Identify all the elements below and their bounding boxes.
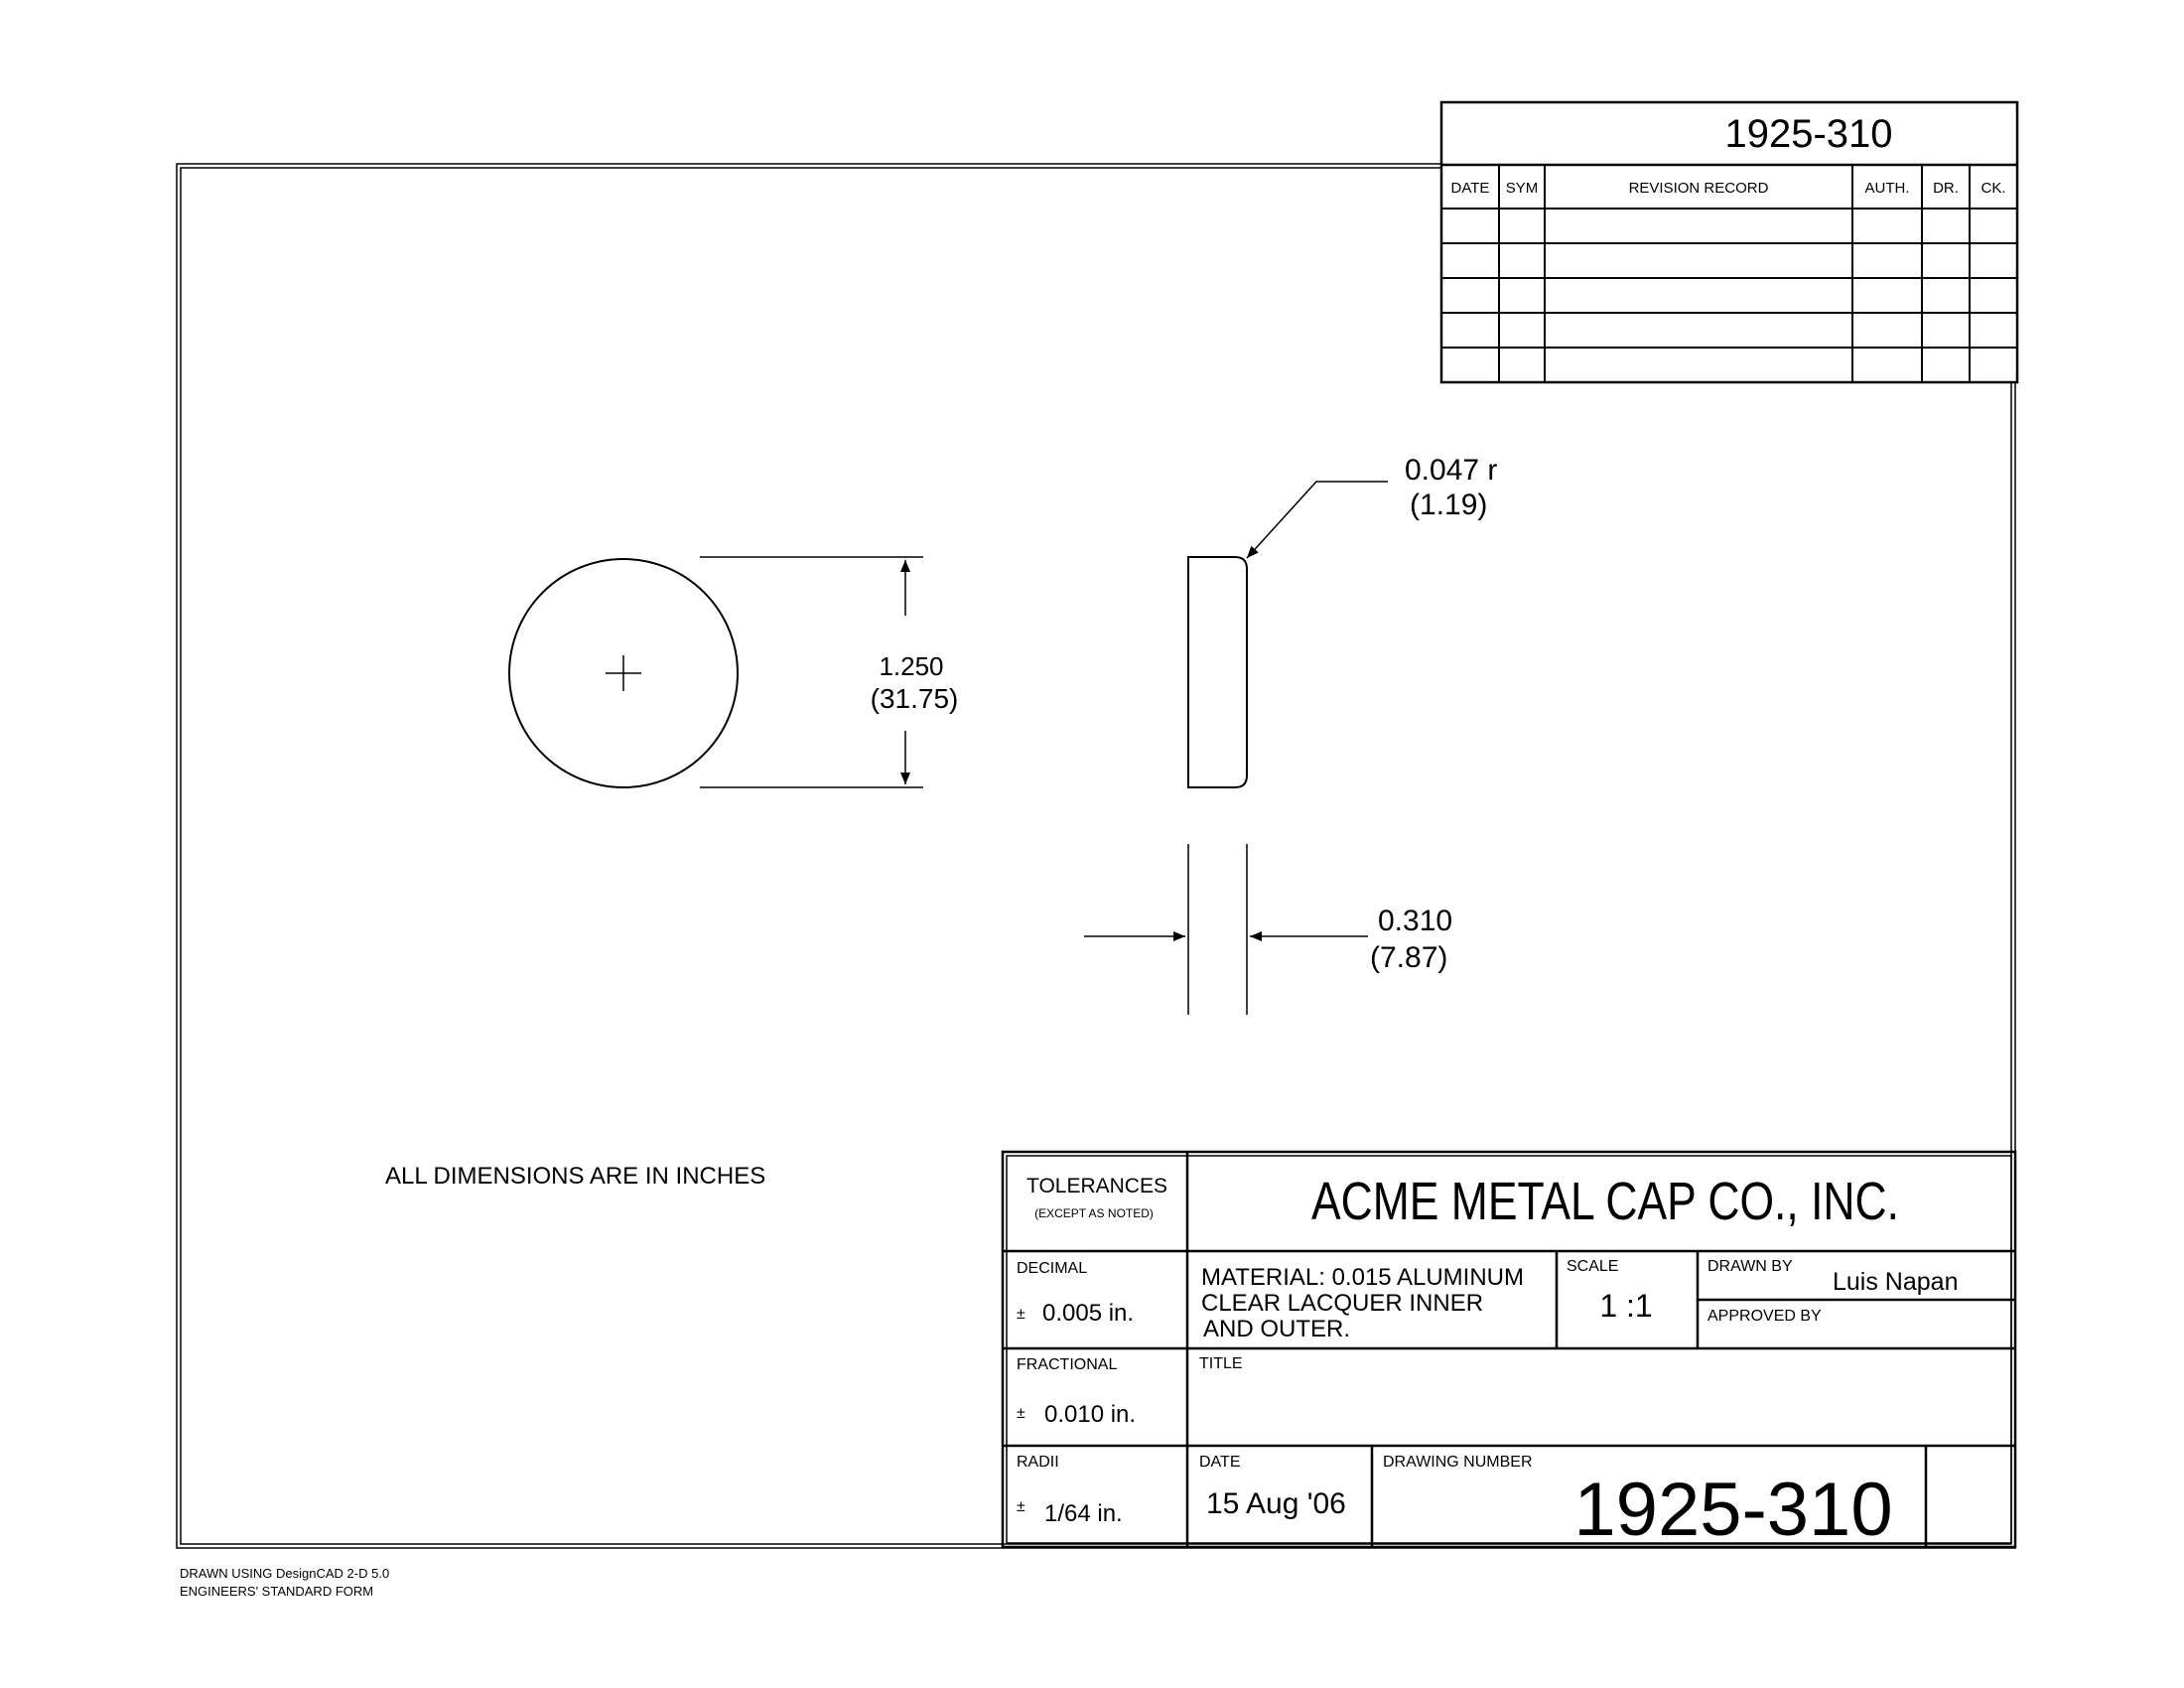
material-line-1: MATERIAL: 0.015 ALUMINUM bbox=[1201, 1264, 1524, 1291]
rev-header-sym: SYM bbox=[1505, 180, 1539, 197]
thickness-inches: 0.310 bbox=[1378, 905, 1453, 937]
top-drawing-number: 1925-310 bbox=[1724, 112, 1893, 156]
scale-label: SCALE bbox=[1567, 1258, 1619, 1275]
radius-inches: 0.047 r bbox=[1405, 454, 1498, 487]
title-label: TITLE bbox=[1199, 1355, 1243, 1372]
footer-line-2: ENGINEERS' STANDARD FORM bbox=[180, 1584, 374, 1599]
radii-label: RADII bbox=[1017, 1454, 1059, 1471]
rev-header-ck: CK. bbox=[1980, 180, 2006, 197]
drawn-by-label: DRAWN BY bbox=[1707, 1258, 1793, 1275]
drawn-by-value: Luis Napan bbox=[1833, 1268, 1959, 1296]
fractional-value: 0.010 in. bbox=[1044, 1401, 1137, 1428]
material-line-3: AND OUTER. bbox=[1203, 1316, 1351, 1342]
scale-value: 1 :1 bbox=[1599, 1288, 1653, 1324]
title-block bbox=[1003, 1152, 2015, 1552]
rev-header-revision-record: REVISION RECORD bbox=[1628, 180, 1769, 197]
radius-mm: (1.19) bbox=[1410, 489, 1488, 521]
radii-pm-symbol: ± bbox=[1017, 1498, 1025, 1515]
date-label: DATE bbox=[1199, 1454, 1241, 1471]
diameter-inches: 1.250 bbox=[879, 651, 944, 681]
footer-line-1: DRAWN USING DesignCAD 2-D 5.0 bbox=[180, 1566, 390, 1581]
date-value: 15 Aug '06 bbox=[1206, 1487, 1346, 1520]
rev-header-dr: DR. bbox=[1933, 180, 1959, 197]
side-view bbox=[1084, 454, 1497, 1015]
company-name: ACME METAL CAP CO., INC. bbox=[1311, 1172, 1899, 1231]
radii-value: 1/64 in. bbox=[1044, 1500, 1123, 1527]
decimal-pm-symbol: ± bbox=[1017, 1306, 1025, 1323]
revision-record-block bbox=[1441, 102, 2017, 382]
drawing-number-label: DRAWING NUMBER bbox=[1383, 1454, 1533, 1471]
decimal-label: DECIMAL bbox=[1017, 1260, 1088, 1277]
fractional-pm-symbol: ± bbox=[1017, 1405, 1025, 1422]
rev-header-date: DATE bbox=[1450, 180, 1490, 197]
radius-leader bbox=[1247, 482, 1388, 558]
units-note: ALL DIMENSIONS ARE IN INCHES bbox=[385, 1163, 766, 1190]
tolerances-sublabel: (EXCEPT AS NOTED) bbox=[1034, 1206, 1154, 1220]
thickness-mm: (7.87) bbox=[1370, 941, 1448, 974]
material-line-2: CLEAR LACQUER INNER bbox=[1201, 1290, 1484, 1317]
drawing-number-value: 1925-310 bbox=[1573, 1468, 1893, 1552]
rev-header-auth: AUTH. bbox=[1864, 180, 1910, 197]
cap-side-profile bbox=[1188, 557, 1247, 787]
decimal-value: 0.005 in. bbox=[1042, 1300, 1135, 1327]
diameter-mm: (31.75) bbox=[870, 683, 959, 714]
fractional-label: FRACTIONAL bbox=[1017, 1356, 1118, 1373]
tolerances-label: TOLERANCES bbox=[1026, 1175, 1167, 1197]
front-view bbox=[509, 557, 958, 787]
center-mark bbox=[606, 655, 641, 691]
thickness-dimension bbox=[1084, 844, 1368, 1015]
approved-by-label: APPROVED BY bbox=[1707, 1308, 1822, 1325]
